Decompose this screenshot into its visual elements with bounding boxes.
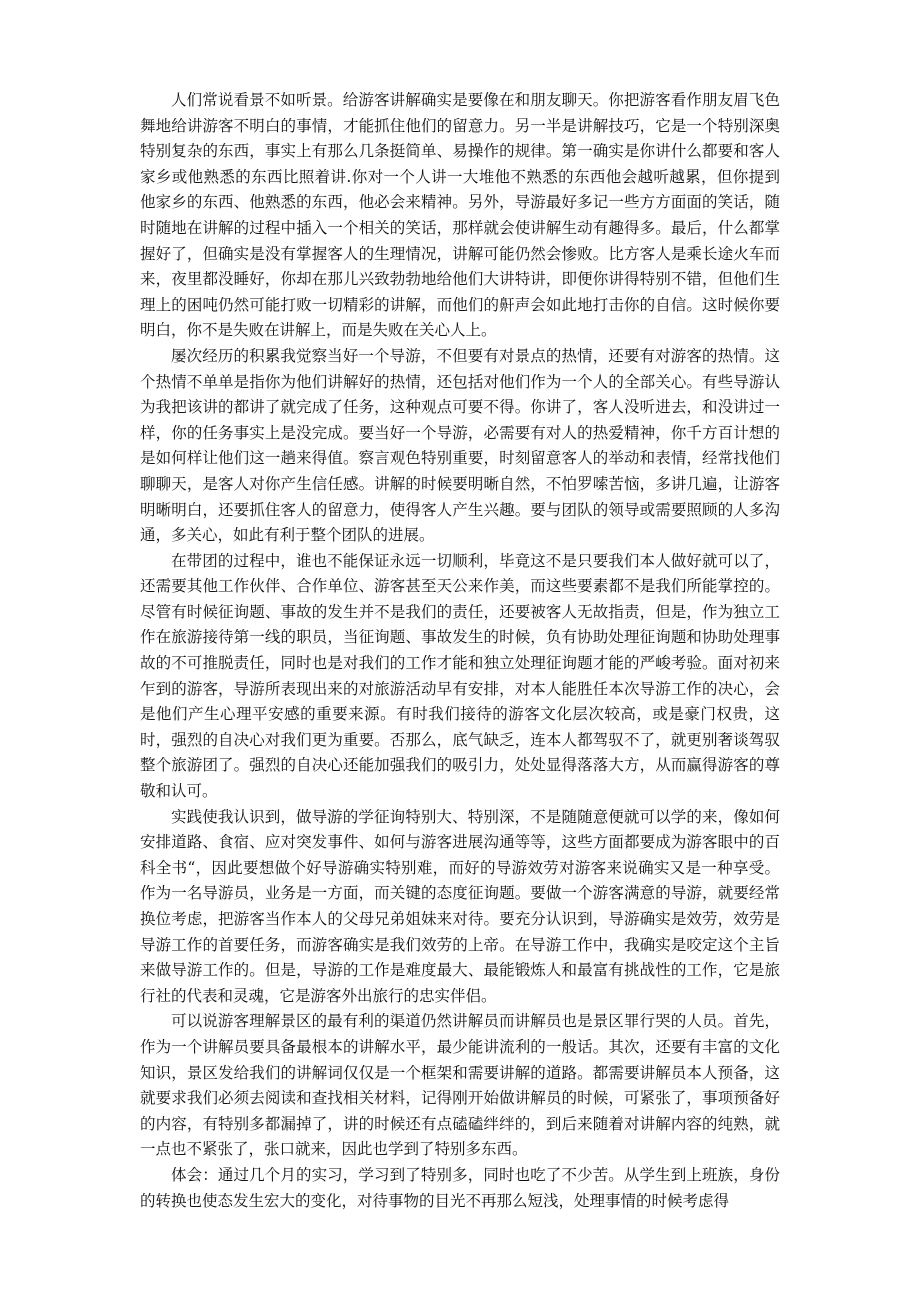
paragraph-3: 在带团的过程中，谁也不能保证永远一切顺利，毕竟这不是只要我们本人做好就可以了，还需要其他工作伙伴、合作单位、游客甚至天公来作美，而这些要素都不是我们所能掌控的。尽管有时候征询题、事故的发生并不是我们的责任，还要被客人无故指责，但是，作为独立工作在旅游接待第一线的职员，当征询题、事故发生的时候，负有协助处理征询题和协助处理事故的不可推脱责任，同时也是对我们的工作才能和独立处理征询题才能的严峻考验。面对初来乍到的游客，导游所表现出来的对旅游活动早有安排，对本人能胜任本次导游工作的决心，会是他们产生心理平安感的重要来源。有时我们接待的游客文化层次较高，或是豪门权贵，这时，强烈的自决心对我们更为重要。否那么，底气缺乏，连本人都驾驭不了，就更别奢谈驾驭整个旅游团了。强烈的自决心还能加强我们的吸引力，处处显得落落大方，从而赢得游客的尊敬和认可。 [140, 551, 780, 801]
paragraph-4: 实践使我认识到，做导游的学征询特别大、特别深，不是随随意便就可以学的来，像如何安排道路、食宿、应对突发事件、如何与游客进展沟通等等，这些方面都要成为游客眼中的百科全书“，因此要想做个好导游确实特别难，而好的导游效劳对游客来说确实又是一种享受。作为一名导游员，业务是一方面，而关键的态度征询题。要做一个游客满意的导游，就要经常换位考虑，把游客当作本人的父母兄弟姐妹来对待。要充分认识到，导游确实是效劳，效劳是导游工作的首要任务，而游客确实是我们效劳的上帝。在导游工作中，我确实是咬定这个主旨来做导游工作的。但是，导游的工作是难度最大、最能锻炼人和最富有挑战性的工作，它是旅行社的代表和灵魂，它是游客外出旅行的忠实伴侣。 [140, 807, 780, 1005]
paragraph-1: 人们常说看景不如听景。给游客讲解确实是要像在和朋友聊天。你把游客看作朋友眉飞色舞地给讲游客不明白的事情，才能抓住他们的留意力。另一半是讲解技巧，它是一个特别深奥特别复杂的东西，事实上有那么几条挺简单、易操作的规律。第一确实是你讲什么都要和客人家乡或他熟悉的东西比照着讲.你对一个人讲一大堆他不熟悉的东西他会越听越累，但你提到他家乡的东西、他熟悉的东西，他必会来精神。另外，导游最好多记一些方方面面的笑话，随时随地在讲解的过程中插入一个相关的笑话，那样就会使讲解生动有趣得多。最后，什么都掌握好了，但确实是没有掌握客人的生理情况，讲解可能仍然会惨败。比方客人是乘长途火车而来，夜里都没睡好，你却在那儿兴致勃勃地给他们大讲特讲，即便你讲得特别不错，但他们生理上的困吨仍然可能打败一切精彩的讲解，而他们的鼾声会如此地打击你的自信。这时候你要明白，你不是失败在讲解上，而是失败在关心人上。 [140, 91, 780, 340]
paragraph-2: 屡次经历的积累我觉察当好一个导游，不但要有对景点的热情，还要有对游客的热情。这个热情不单单是指你为他们讲解好的热情，还包括对他们作为一个人的全部关心。有些导游认为我把该讲的都讲了就完成了任务，这种观点可要不得。你讲了，客人没听进去，和没讲过一样，你的任务事实上是没完成。要当好一个导游，必需要有对人的热爱精神，你千方百计想的是如何样让他们这一趟来得值。察言观色特别重要，时刻留意客人的举动和表情，经常找他们聊聊天，是客人对你产生信任感。讲解的时候要明晰自然，不怕罗嗦苦恼，多讲几遍，让游客明晰明白，还要抓住客人的留意力，使得客人产生兴趣。要与团队的领导或需要照顾的人多沟通，多关心，如此有利于整个团队的进展。 [140, 346, 780, 545]
paragraph-6: 体会：通过几个月的实习，学习到了特别多，同时也吃了不少苦。从学生到上班族，身份的转换也使态发生宏大的变化，对待事物的目光不再那么短浅，处理事情的时候考虑得 [140, 1165, 780, 1210]
paragraph-5: 可以说游客理解景区的最有利的渠道仍然讲解员而讲解员也是景区罪行哭的人员。首先，作为一个讲解员要具备最根本的讲解水平，最少能讲流利的一般话。其次，还要有丰富的文化知识，景区发给我们的讲解词仅仅是一个框架和需要讲解的道路。都需要讲解员本人预备，这就要求我们必须去阅读和查找相关材料，记得刚开始做讲解员的时候，可紧张了，事项预备好的内容，有特别多都漏掉了，讲的时候还有点磕磕绊绊的，到后来随着对讲解内容的纯熟，就一点也不紧张了，张口就来，因此也学到了特别多东西。 [140, 1012, 780, 1159]
document-body [140, 88, 780, 1214]
